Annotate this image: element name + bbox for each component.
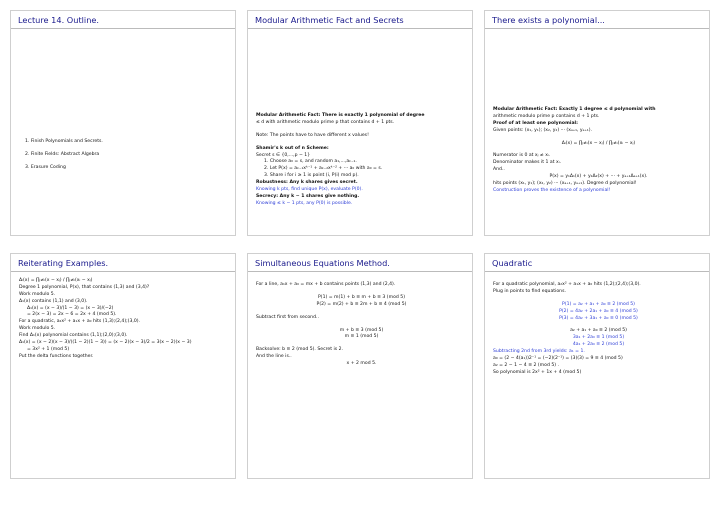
- item-number: 3.: [25, 164, 30, 170]
- equation-p3: P(3) = 4a₂ + 3a₁ + a₀ ≡ 0 (mod 5): [559, 315, 638, 321]
- construction-line: Construction proves the existence of a polynomial!: [493, 187, 611, 193]
- title-rule: [485, 28, 709, 29]
- slide-body: [493, 282, 704, 377]
- work-modulo-line: Work modulo 5.: [19, 291, 56, 297]
- equation-m: m ≡ 1 (mod 5): [344, 334, 379, 340]
- outline-item-2: [25, 152, 230, 159]
- equation-p2: P(2) = m(2) + b ≡ 2m + b ≡ 4 (mod 5): [316, 301, 407, 307]
- slide-title: Lecture 14. Outline.: [18, 15, 100, 25]
- slide-title: Reiterating Examples.: [18, 258, 109, 268]
- proof-heading: Proof of at least one polynomial:: [493, 120, 578, 126]
- line-intro: For a line, a₁x + a₀ = mx + b contains points (1,3) and (2,4).: [256, 282, 396, 287]
- slide-title: Modular Arithmetic Fact and Secrets: [255, 15, 404, 25]
- slide-quadratic: [484, 253, 710, 479]
- polynomial-formula: P(x) = y₁Δ₁(x) + y₂Δ₂(x) + ··· + yₐ₊₁Δₐ₊₁(x).: [549, 174, 648, 180]
- put-together-line: Put the delta functions together.: [19, 353, 94, 359]
- slide-exists-polynomial: [484, 10, 710, 236]
- system-eq-3: 4a₁ + 2a₀ ≡ 2 (mod 5): [572, 342, 625, 348]
- denominator-line: Denominator makes it 1 at xᵢ.: [493, 160, 561, 166]
- system-eq-2: 3a₁ + 2a₀ ≡ 1 (mod 5): [572, 335, 625, 341]
- line-result: x + 2 mod 5.: [346, 361, 377, 367]
- outline-item-1: [25, 139, 230, 146]
- work-modulo-line-2: Work modulo 5.: [19, 326, 56, 332]
- numerator-line: Numerator is 0 at xⱼ ≠ xᵢ.: [493, 153, 551, 159]
- secrecy-detail: Knowing ≤ k − 1 pts, any P(0) is possible.: [256, 200, 353, 206]
- and-line: And..: [493, 167, 505, 173]
- subtracting-line: Subtracting 2nd from 3rd yields: a₁ = 1.: [493, 349, 585, 355]
- slide-body: [256, 282, 467, 368]
- plug-in-line: Plug in points to find equations.: [493, 288, 566, 294]
- fact-line-1: Modular Arithmetic Fact: Exactly 1 degree ≤ d polynomial with: [493, 107, 656, 112]
- title-rule: [485, 271, 709, 272]
- fact-line-2: arithmetic modulo prime p contains d + 1 pts.: [493, 113, 600, 119]
- title-rule: [248, 271, 472, 272]
- delta1-contains: Δ₁(x) contains (1,1) and (3,0).: [19, 298, 88, 304]
- a0-line: a₀ = (2 − 4(a₁))2⁻¹ = (−2)(2⁻¹) = (3)(3) = 9 ≡ 4 (mod 5): [493, 356, 623, 362]
- item-text: Finite Fields: Abstract Algebra: [30, 151, 100, 157]
- step-2: 2. Let P(x) = aₖ₋₁xᵏ⁻¹ + aₖ₋₂xᵏ⁻² + ··· a₀ with a₀ = s.: [264, 166, 383, 172]
- slide-body: [19, 278, 230, 361]
- delta1-result: = 2(x − 3) = 2x − 6 = 2x + 4 (mod 5).: [27, 312, 117, 318]
- title-rule: [11, 271, 235, 272]
- delta1-quadratic: Δ₁(x) = (x − 2)(x − 3)/((1 − 2)(1 − 3)) = (x − 2)(x − 3)/2 = 3(x − 2)(x − 3): [19, 340, 192, 346]
- degree-1-question: Degree 1 polynomial, P(x), that contains (1,3) and (3,4)?: [19, 284, 150, 290]
- slide-body: [256, 113, 467, 208]
- given-points: Given points: (x₁, y₁); (x₂, y₂) ··· (xₐ₊₁, yₐ₊₁).: [493, 127, 592, 133]
- equation-p2: P(2) = 4a₂ + 2a₁ + a₀ ≡ 4 (mod 5): [559, 308, 638, 314]
- equation-p1: P(1) = a₂ + a₁ + a₀ ≡ 2 (mod 5): [562, 301, 635, 307]
- system-eq-1: a₂ + a₁ + a₀ ≡ 2 (mod 5): [570, 328, 627, 334]
- slide-simultaneous-equations: [247, 253, 473, 479]
- backsolve-line: Backsolve: b ≡ 2 (mod 5). Secret is 2.: [256, 347, 343, 353]
- delta-formula: Δᵢ(x) = ∏ⱼ≠ᵢ(x − xⱼ) / ∏ⱼ≠ᵢ(xᵢ − xⱼ): [561, 140, 636, 146]
- title-rule: [248, 28, 472, 29]
- slide-reiterating-examples: [10, 253, 236, 479]
- title-rule: [11, 28, 235, 29]
- secrecy-line: Secrecy: Any k − 1 shares give nothing.: [256, 193, 360, 199]
- quadratic-line: For a quadratic, a₂x² + a₁x + a₀ hits (1,3);(2,4);(3,0).: [19, 319, 141, 325]
- item-number: 1.: [25, 139, 30, 144]
- equation-mb: m + b ≡ 3 (mod 5): [339, 327, 384, 333]
- a2-line: a₂ = 2 − 1 − 4 ≡ 2 (mod 5) .: [493, 362, 559, 368]
- polynomial-result: So polynomial is 2x² + 1x + 4 (mod 5): [493, 369, 582, 375]
- secret-line: Secret s ∈ {0,...,p − 1}: [256, 152, 311, 158]
- slide-body: [25, 139, 230, 172]
- step-3: 3. Share i for i ≥ 1 is point (i, P(i) mod p).: [264, 173, 359, 179]
- slide-title: Simultaneous Equations Method.: [255, 258, 390, 268]
- quadratic-intro: For a quadratic polynomial, a₂x² + a₁x + a₀ hits (1,2);(2,4);(3,0).: [493, 282, 641, 287]
- fact-line-1: Modular Arithmetic Fact: There is exactly 1 polynomial of degree: [256, 113, 425, 118]
- fact-line-2: ≤ d with arithmetic modulo prime p that contains d + 1 pts.: [256, 119, 395, 125]
- robustness-line: Robustness: Any k shares gives secret.: [256, 180, 358, 186]
- slide-modular-arithmetic-secrets: [247, 10, 473, 236]
- find-delta-line: Find Δ₁(x) polynomial contains (1,1);(2,0);(3,0).: [19, 333, 128, 339]
- equation-p1: P(1) = m(1) + b ≡ m + b ≡ 3 (mod 5): [318, 294, 405, 300]
- step-1: 1. Choose a₀ = s, and random a₁,...,aₖ₋₁.: [264, 159, 357, 165]
- delta1-quadratic-result: = 3x² + 1 (mod 5): [27, 346, 70, 352]
- hits-points-line: hits points (x₁, y₁); (x₂, y₂) ··· (xₐ₊₁, yₐ₊₁). Degree d polynomial!: [493, 181, 637, 187]
- note-line: Note: The points have to have different x values!: [256, 132, 369, 138]
- slide-title: Quadratic: [492, 258, 533, 268]
- and-line: And the line is..: [256, 354, 292, 360]
- outline-item-3: [25, 165, 230, 172]
- slide-title: There exists a polynomial...: [492, 15, 605, 25]
- slide-body: [493, 107, 704, 195]
- item-number: 2.: [25, 151, 30, 157]
- slide-lecture-outline: [10, 10, 236, 236]
- item-text: Erasure Coding: [30, 164, 66, 170]
- delta1-calc: Δ₁(x) = (x − 3)/(1 − 3) = (x − 3)/(−2): [27, 305, 114, 311]
- delta-formula: Δᵢ(x) = ∏ⱼ≠ᵢ(x − xⱼ) / ∏ⱼ≠ᵢ(xᵢ − xⱼ): [19, 278, 93, 283]
- item-text: Finish Polynomials and Secrets.: [30, 139, 103, 144]
- shamir-heading: Shamir's k out of n Scheme:: [256, 145, 329, 151]
- robustness-detail: Knowing k pts, find unique P(x), evaluate P(0).: [256, 187, 363, 193]
- subtract-line: Subtract first from second..: [256, 314, 319, 320]
